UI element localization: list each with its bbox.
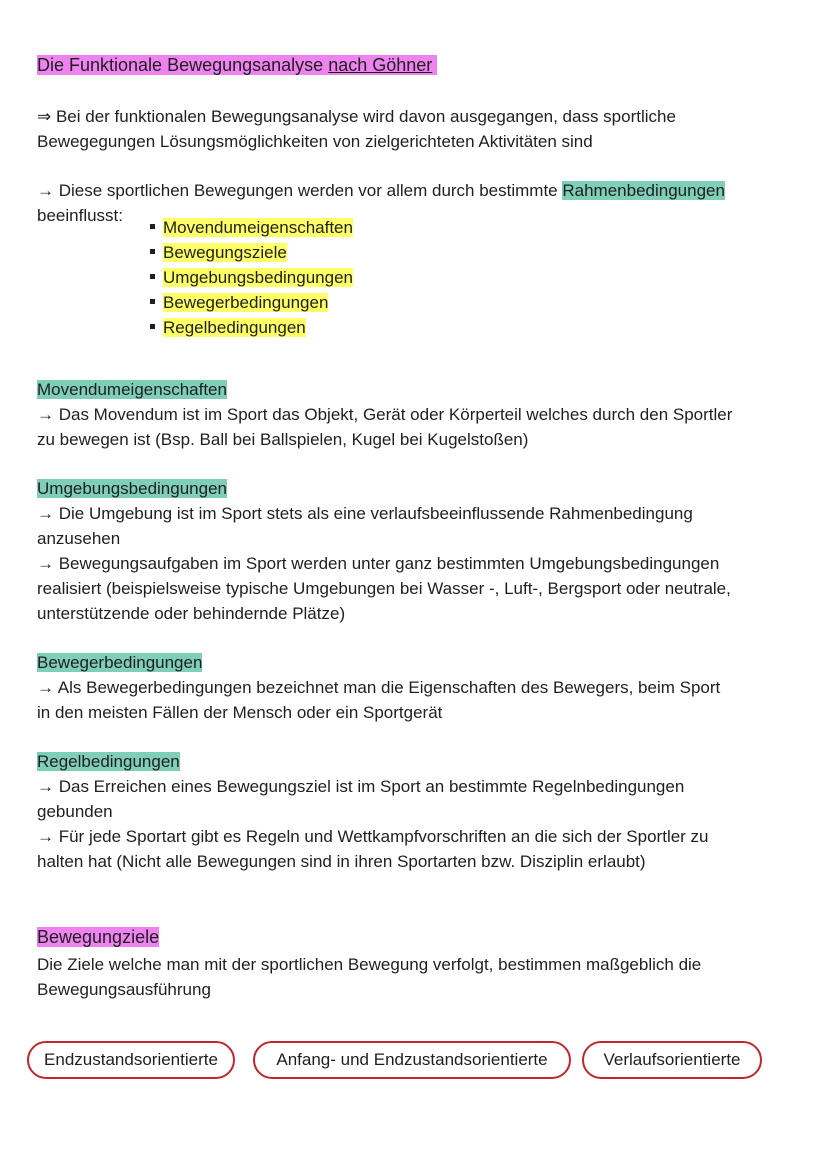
frame-bullet-list	[150, 215, 353, 340]
umgebung-line: → Die Umgebung ist im Sport stets als eine verlaufsbeeinflussende Rahmenbedingung	[37, 504, 693, 523]
title-part2: nach Göhner	[328, 55, 433, 75]
intro-line-1: ⇒ Bei der funktionalen Bewegungsanalyse wird davon ausgegangen, dass sportliche	[37, 107, 676, 126]
umgebung-line: unterstützende oder behindernde Plätze)	[37, 604, 346, 623]
pill-verlauf: Verlaufsorientierte	[582, 1041, 762, 1079]
ziele-line: Die Ziele welche man mit der sportlichen Bewegung verfolgt, bestimmen maßgeblich die	[37, 955, 702, 974]
pill-endzustand: Endzustandsorientierte	[27, 1041, 235, 1079]
umgebung-line: → Bewegungsaufgaben im Sport werden unter ganz bestimmten Umgebungsbedingungen	[37, 554, 720, 573]
movendum-line: → Das Movendum ist im Sport das Objekt, Gerät oder Körperteil welches durch den Sportler	[37, 405, 733, 424]
ziele-line: Bewegungsausführung	[37, 980, 211, 999]
regel-line: gebunden	[37, 802, 113, 821]
list-item: Bewegungsziele	[150, 240, 353, 265]
regel-line: halten hat (Nicht alle Bewegungen sind in ihren Sportarten bzw. Disziplin erlaubt)	[37, 852, 646, 871]
pill-anfang-endzustand: Anfang- und Endzustandsorientierte	[253, 1041, 571, 1079]
list-item: Movendumeigenschaften	[150, 215, 353, 240]
intro-line-2: Bewegegungen Lösungsmöglichkeiten von zielgerichteten Aktivitäten sind	[37, 132, 593, 151]
regel-line: → Für jede Sportart gibt es Regeln und Wettkampfvorschriften an die sich der Sportler zu	[37, 827, 709, 846]
list-item: Bewegerbedingungen	[150, 290, 353, 315]
frame-highlight: Rahmenbedingungen	[562, 181, 725, 200]
section-heading-umgebung: Umgebungsbedingungen	[37, 479, 227, 498]
bullet-icon	[150, 249, 155, 254]
page-title	[37, 53, 437, 78]
frame-line-1	[37, 178, 725, 203]
regel-line: → Das Erreichen eines Bewegungsziel ist im Sport an bestimmte Regelnbedingungen	[37, 777, 685, 796]
section-heading-regel: Regelbedingungen	[37, 752, 180, 771]
frame-line-2: beeinflusst:	[37, 206, 123, 225]
bullet-icon	[150, 324, 155, 329]
bullet-icon	[150, 224, 155, 229]
bullet-icon	[150, 274, 155, 279]
beweger-line: → Als Bewegerbedingungen bezeichnet man die Eigenschaften des Bewegers, beim Sport	[37, 678, 721, 697]
umgebung-line: realisiert (beispielsweise typische Umgebungen bei Wasser -, Luft-, Bergsport oder neutrale,	[37, 579, 731, 598]
list-item: Regelbedingungen	[150, 315, 353, 340]
bullet-icon	[150, 299, 155, 304]
section-heading-beweger: Bewegerbedingungen	[37, 653, 203, 672]
section-heading-movendum: Movendumeigenschaften	[37, 380, 227, 399]
frame-line-1-text: → Diese sportlichen Bewegungen werden vor allem durch bestimmte	[37, 181, 563, 200]
movendum-line: zu bewegen ist (Bsp. Ball bei Ballspielen, Kugel bei Kugelstoßen)	[37, 430, 529, 449]
title-part1: Die Funktionale Bewegungsanalyse	[37, 55, 329, 75]
beweger-line: in den meisten Fällen der Mensch oder ein Sportgerät	[37, 703, 443, 722]
umgebung-line: anzusehen	[37, 529, 121, 548]
section-heading-ziele: Bewegungziele	[37, 927, 160, 947]
list-item: Umgebungsbedingungen	[150, 265, 353, 290]
